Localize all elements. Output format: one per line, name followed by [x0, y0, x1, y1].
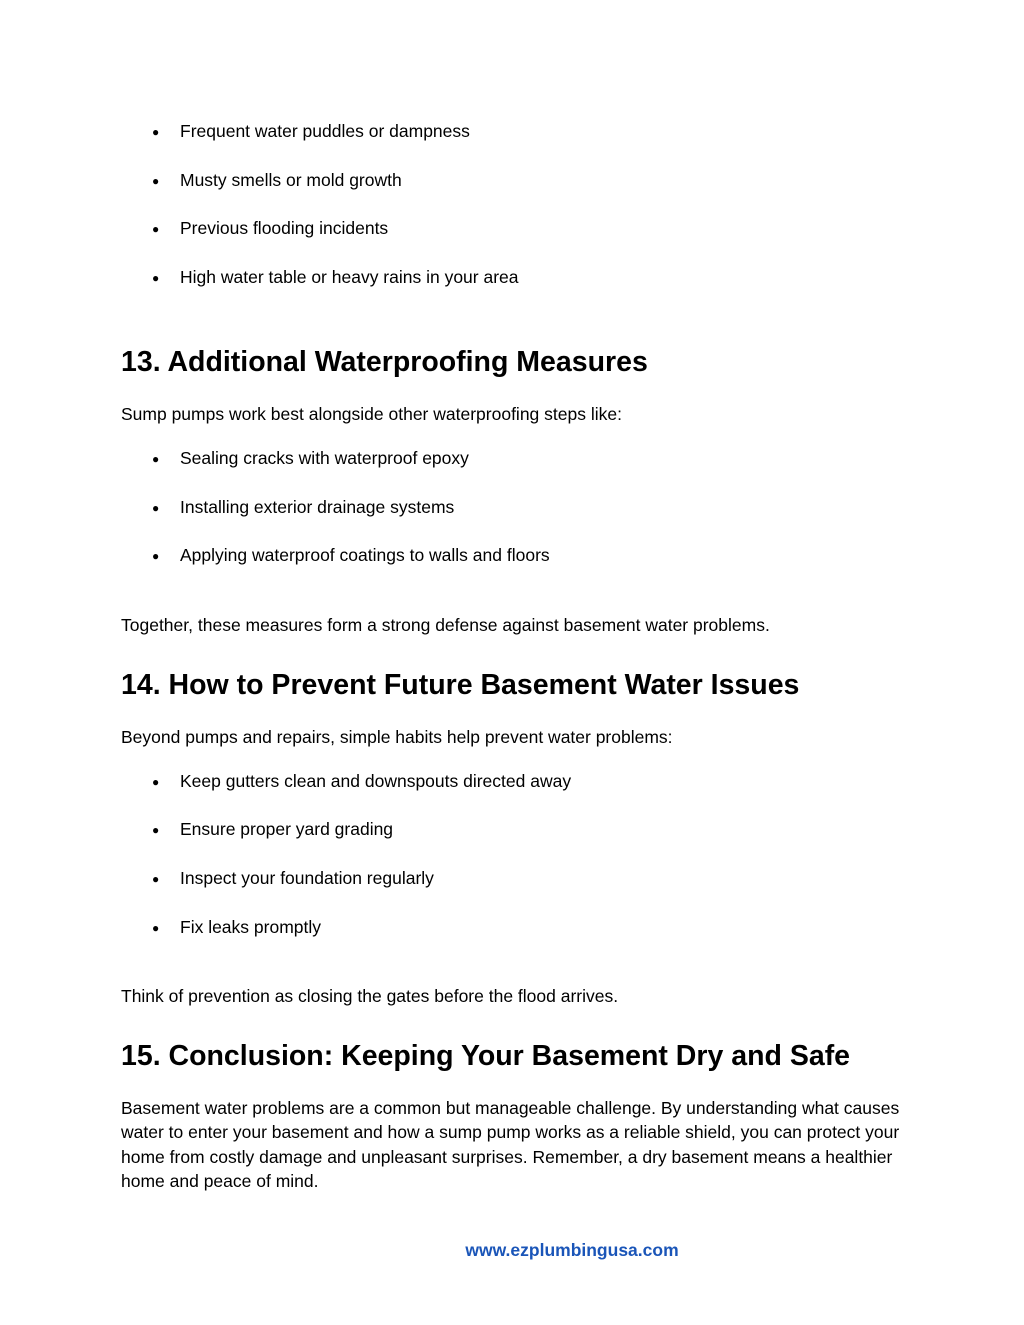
list-item: ● Inspect your foundation regularly [152, 868, 434, 888]
section-14-intro: Beyond pumps and repairs, simple habits help prevent water problems: [121, 727, 673, 747]
section-13-intro: Sump pumps work best alongside other waterproofing steps like: [121, 404, 622, 424]
section-13-heading: 13. Additional Waterproofing Measures [121, 346, 648, 378]
list-item: ● Applying waterproof coatings to walls and floors [152, 545, 550, 565]
list-item: ● Installing exterior drainage systems [152, 497, 455, 517]
list-item: ● Frequent water puddles or dampness [152, 121, 470, 141]
bullet-icon: ● [152, 872, 160, 886]
section-15-heading: 15. Conclusion: Keeping Your Basement Dry and Safe [121, 1040, 851, 1072]
section-14-outro: Think of prevention as closing the gates before the flood arrives. [121, 986, 619, 1006]
footer-website-link[interactable]: www.ezplumbingusa.com [465, 1240, 679, 1260]
bullet-icon: ● [152, 823, 160, 837]
bullet-icon: ● [152, 775, 160, 789]
list-item: ● Ensure proper yard grading [152, 819, 394, 839]
section-14-heading: 14. How to Prevent Future Basement Water Issues [121, 669, 800, 701]
section-15-body: Basement water problems are a common but manageable challenge. By understanding what causes water to enter your basement and how a sump pump works as a reliable shield, you can protect your home from costly damage and unpleasant surprises. Remember, a dry basement means a healthier home and peace of mind. [121, 1098, 900, 1191]
bullet-icon: ● [152, 549, 160, 563]
bullet-icon: ● [152, 271, 160, 285]
bullet-icon: ● [152, 501, 160, 515]
list-item: ● Musty smells or mold growth [152, 170, 402, 190]
bullet-icon: ● [152, 452, 160, 466]
bullet-icon: ● [152, 125, 160, 139]
bullet-icon: ● [152, 222, 160, 236]
bullet-icon: ● [152, 921, 160, 935]
bullet-icon: ● [152, 174, 160, 188]
list-item: ● Previous flooding incidents [152, 218, 389, 238]
list-item: ● Fix leaks promptly [152, 917, 322, 937]
list-item: ● Keep gutters clean and downspouts directed away [152, 771, 572, 791]
list-item: ● Sealing cracks with waterproof epoxy [152, 448, 469, 468]
section-13-outro: Together, these measures form a strong defense against basement water problems. [121, 615, 770, 635]
list-item: ● High water table or heavy rains in your area [152, 267, 519, 287]
